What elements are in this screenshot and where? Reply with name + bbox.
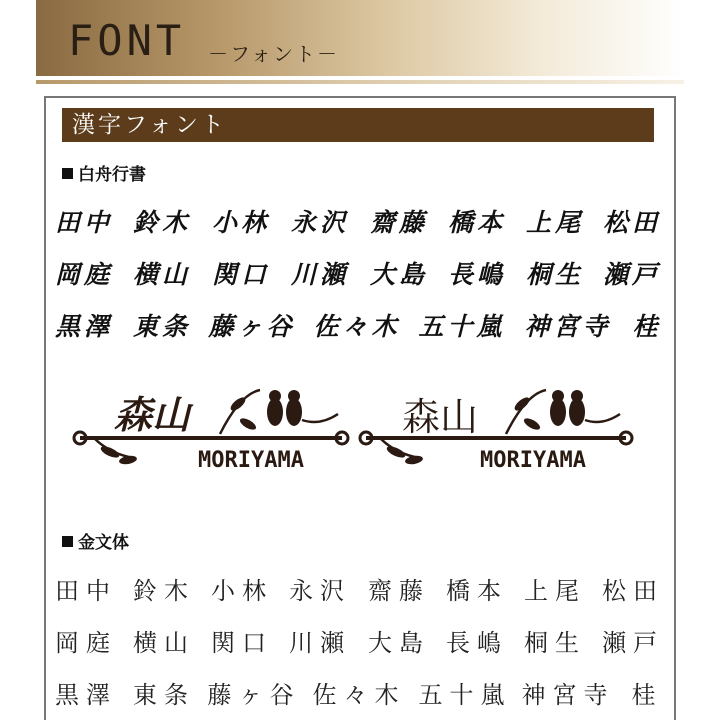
nameplate-sample-gyosho bbox=[74, 390, 348, 473]
name-sample: 鈴木 bbox=[132, 208, 192, 237]
name-sample: 桂 bbox=[632, 312, 662, 341]
leaf-icon bbox=[513, 395, 532, 413]
name-sample: 小林 bbox=[211, 208, 271, 237]
name-sample: 大島 bbox=[368, 629, 430, 657]
header-banner bbox=[36, 0, 684, 76]
name-sample: 瀬戸 bbox=[602, 260, 662, 289]
name-sample: 齋藤 bbox=[369, 208, 429, 237]
name-sample: 藤ヶ谷 bbox=[207, 681, 301, 709]
name-row bbox=[0, 571, 720, 611]
page-title: FONT bbox=[68, 16, 186, 65]
bird-head-icon bbox=[552, 390, 564, 402]
nameplate-romaji: MORIYAMA bbox=[198, 448, 304, 473]
name-sample: 桂 bbox=[631, 681, 663, 709]
name-sample: 齋藤 bbox=[368, 577, 430, 605]
name-sample: 横山 bbox=[132, 260, 192, 289]
name-sample: 長嶋 bbox=[447, 260, 507, 289]
name-sample: 橋本 bbox=[446, 577, 508, 605]
name-sample: 黒澤 bbox=[55, 681, 117, 709]
name-row bbox=[0, 675, 720, 715]
name-sample: 上尾 bbox=[525, 208, 585, 237]
name-sample: 五十嵐 bbox=[418, 312, 506, 341]
name-sample: 小林 bbox=[211, 577, 273, 605]
bird-icon bbox=[267, 398, 283, 426]
name-sample: 川瀬 bbox=[290, 260, 350, 289]
name-sample: 田中 bbox=[55, 577, 117, 605]
section-title: 漢字フォント bbox=[62, 108, 654, 142]
name-sample: 松田 bbox=[602, 577, 664, 605]
name-sample: 鈴木 bbox=[133, 577, 195, 605]
name-sample: 桐生 bbox=[525, 260, 585, 289]
name-sample: 佐々木 bbox=[313, 312, 401, 341]
name-sample: 瀬戸 bbox=[602, 629, 664, 657]
leaf-icon bbox=[522, 416, 542, 432]
name-sample: 田中 bbox=[54, 208, 114, 237]
bird-head-icon bbox=[571, 390, 583, 402]
name-sample: 佐々木 bbox=[312, 681, 406, 709]
leaf-icon bbox=[238, 416, 258, 432]
bullet-square-icon bbox=[62, 168, 73, 179]
name-row bbox=[0, 307, 720, 347]
bird-icon bbox=[550, 398, 566, 426]
name-sample: 東条 bbox=[132, 312, 192, 341]
name-row bbox=[0, 623, 720, 663]
name-sample: 桐生 bbox=[524, 629, 586, 657]
name-sample: 黒澤 bbox=[54, 312, 114, 341]
name-sample: 川瀬 bbox=[289, 629, 351, 657]
name-sample: 大島 bbox=[369, 260, 429, 289]
name-sample: 藤ヶ谷 bbox=[208, 312, 296, 341]
name-sample: 長嶋 bbox=[446, 629, 508, 657]
name-sample: 関口 bbox=[211, 260, 271, 289]
bullet-square-icon bbox=[62, 536, 73, 547]
bird-icon bbox=[286, 398, 302, 426]
bird-icon bbox=[569, 398, 585, 426]
name-sample: 岡庭 bbox=[54, 260, 114, 289]
name-sample: 上尾 bbox=[524, 577, 586, 605]
name-sample: 松田 bbox=[602, 208, 662, 237]
page-subtitle: －フォント－ bbox=[208, 42, 339, 66]
name-row bbox=[0, 203, 720, 243]
name-sample: 永沢 bbox=[290, 208, 350, 237]
name-sample: 橋本 bbox=[447, 208, 507, 237]
branch-icon bbox=[302, 414, 338, 422]
bird-head-icon bbox=[269, 390, 281, 402]
name-sample: 永沢 bbox=[289, 577, 351, 605]
name-sample: 関口 bbox=[211, 629, 273, 657]
name-sample: 横山 bbox=[133, 629, 195, 657]
bird-head-icon bbox=[288, 390, 300, 402]
name-sample: 神宮寺 bbox=[524, 312, 612, 341]
name-sample: 東条 bbox=[133, 681, 195, 709]
nameplate-romaji: MORIYAMA bbox=[480, 448, 586, 473]
name-sample: 岡庭 bbox=[55, 629, 117, 657]
font-heading-gyosho bbox=[62, 160, 146, 185]
nameplate-samples bbox=[70, 374, 650, 474]
nameplate-kanji: 森山 bbox=[114, 392, 191, 437]
nameplate-kanji: 森山 bbox=[402, 395, 479, 439]
name-row bbox=[0, 255, 720, 295]
nameplate-sample-kinbun bbox=[360, 390, 632, 473]
font-heading-kinbun bbox=[62, 528, 129, 553]
font-name: 白舟行書 bbox=[78, 165, 146, 185]
name-sample: 神宮寺 bbox=[521, 681, 615, 709]
font-name: 金文体 bbox=[78, 533, 129, 553]
header-divider bbox=[36, 80, 684, 84]
name-sample: 五十嵐 bbox=[418, 681, 512, 709]
branch-icon bbox=[585, 414, 620, 422]
